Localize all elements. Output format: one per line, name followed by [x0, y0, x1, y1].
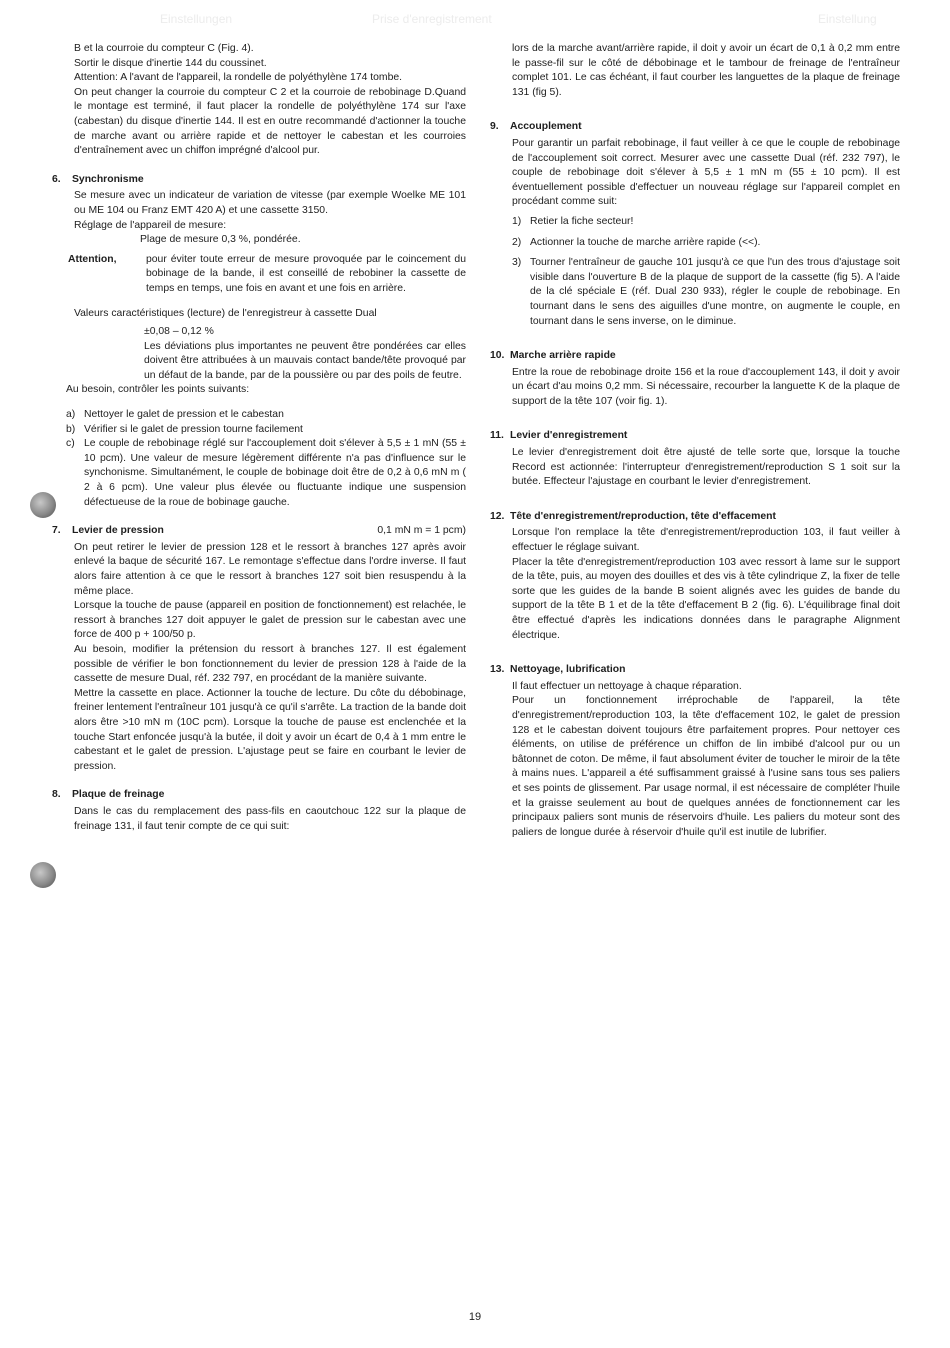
section-heading-6 — [52, 173, 466, 188]
section-title: Synchronisme — [72, 173, 144, 185]
paragraph: Au besoin, modifier la prétension du ressort à branches 127. Il est également possible de vérifier le bon fonctionnement du levier de pression 128 à l'aide de la cassette de mesure Dual, réf. 232 797, en procédant de la manière suivante. — [74, 643, 466, 685]
section-number: 7. — [52, 525, 61, 537]
intro-line: B et la courroie du compteur C (Fig. 4). — [74, 43, 254, 54]
left-column — [52, 42, 466, 834]
header-ghost-left: Einstellungen — [160, 12, 233, 26]
list-item: b) Vérifier si le galet de pression tourne facilement — [66, 423, 303, 435]
paragraph: Placer la tête d'enregistrement/reproduction 103 avec ressort à lame sur le support de la tête, puis, au moyen des douilles et des vis à tête cylindrique Z, la fixer de telle sorte que les guides de la bande B soient alignés avec les guides de bande du support de la tête B 1 et de la tête d'effacement B 2 (fig. 6). L'équilibrage final doit être effectué d'après les indications données dans le paragraphe Alignment électrique. — [512, 556, 900, 641]
page-number: 19 — [468, 1311, 482, 1323]
paragraph: Entre la roue de rebobinage droite 156 et la roue d'accouplement 143, il doit y avoir un écart d'au moins 0,2 mm. Si nécessaire, recourber la languette K de la plaque de support de la tête 107 (voir fig. 1). — [512, 366, 900, 407]
paragraph: Se mesure avec un indicateur de variation de vitesse (par exemple Woelke ME 101 ou ME 104 ou Franz EMT 420 A) et une cassette 3150. — [74, 190, 466, 216]
section-number: 9. — [490, 121, 499, 133]
header-ghost-center: Prise d'enregistrement — [372, 12, 492, 26]
section-6-values — [52, 307, 466, 322]
punch-hole-bottom — [30, 862, 56, 888]
paragraph: Mettre la cassette en place. Actionner la touche de lecture. Du côte du débobinage, freiner lentement l'entraîneur 101 jusqu'à ce qu'il s'arrête. La traction de la bande doit alors être >10 mN m (10C pcm). Lorsque la touche de pause est enclenchée et la touche Start enfoncée jusqu'à la butée, il doit y avoir un écart de 0,4 à 1 mm entre le cabestant et le galet de pression. L'ajustage peut se faire en courbant le levier de pression. — [74, 687, 466, 772]
deviation-note: Les déviations plus importantes ne peuvent être pondérées car elles doivent être attribuées à un mauvais contact bande/tête provoqué par un défaut de la bande, par de la poussière ou par des poils de feutre. — [144, 340, 466, 381]
right-column — [490, 42, 900, 840]
section-number: 10. — [490, 350, 505, 362]
unit-note: 0,1 mN m = 1 pcm) — [377, 525, 466, 537]
section-heading-11 — [490, 429, 900, 444]
paragraph: Le levier d'enregistrement doit être ajusté de telle sorte que, lorsque la touche Record est actionnée: l'interrupteur d'enregistrement/reproduction S 1 soit sur la butée. Effecteur l'ajustage en courbant le levier d'enregistrement. — [512, 447, 900, 488]
attention-label: Attention, — [68, 253, 117, 265]
paragraph: Pour un fonctionnement irréprochable de l'appareil, la tête d'enregistrement/reproduction 103, la tête d'effacement 102, le galet de pression 128 et le cabestan doivent toujours être parfaitement propres. Pour nettoyer ces éléments, on utilise de préférence un chiffon de lin imbibé d'alcool pur ou un bâtonnet de coton. De même, il faut absolument éviter de toucher le miroir de la tête à mains nues. L'appareil a été suffisamment graissé à l'usine sans tous ses paliers et ses points de glissement. Par usage normal, il est nécessaire de compléter l'huile et la graisse seulement au bout de quelques années de fonctionnement car les principaux paliers sont munis de réservoirs d'huile. Les paliers du moteur sont des paliers de longue durée à réservoir d'huile qu'il est inutile de lubrifier. — [512, 695, 900, 838]
intro-line: On peut changer la courroie du compteur C 2 et la courroie de rebobinage D.Quand le montage est terminé, il faut placer la rondelle de polyéthylène 174 sur l'axe (cabestan) du disque d'inertie 144. Il est en outre recommandé d'actionner la touche de marche avant ou arrière rapide et de nettoyer le cabestan et les courroies d'entraînement avec un chiffon imprégné d'alcool pur. — [74, 86, 466, 157]
section-number: 11. — [490, 430, 504, 442]
section-title: Levier d'enregistrement — [510, 430, 628, 442]
paragraph: Lorsque la touche de pause (appareil en position de fonctionnement) est relachée, le ressort à branches 127 doit appuyer le galet de pression sur le cabestan avec une force de 400 p + 100/50 p. — [74, 600, 466, 641]
paragraph: Réglage de l'appareil de mesure: — [74, 219, 227, 231]
section-heading-12 — [490, 510, 900, 525]
section-8-body — [52, 805, 466, 834]
section-number: 13. — [490, 664, 505, 676]
paragraph: Au besoin, contrôler les points suivants: — [66, 384, 250, 396]
section-number: 6. — [52, 173, 61, 185]
section-12-body — [490, 526, 900, 643]
attention-text: pour éviter toute erreur de mesure provoquée par le coincement du bobinage de la bande, il est conseillé de rebobiner la cassette de temps en temps, une fois en avant et une fois en arrière. — [146, 253, 466, 294]
section-7-body — [52, 541, 466, 775]
section-title: Nettoyage, lubrification — [510, 664, 626, 676]
section-title: Marche arrière rapide — [510, 350, 616, 362]
header-ghost-right: Einstellung — [818, 12, 877, 26]
intro-line: Attention: A l'avant de l'appareil, la rondelle de polyéthylène 174 tombe. — [74, 72, 403, 84]
section-number: 12. — [490, 510, 505, 522]
paragraph: Valeurs caractéristiques (lecture) de l'enregistreur à cassette Dual — [74, 307, 377, 319]
section-number: 8. — [52, 789, 61, 801]
section-9-body — [490, 137, 900, 329]
intro-line: Sortir le disque d'inertie 144 du coussinet. — [74, 57, 267, 69]
section-heading-9 — [490, 120, 900, 135]
section-heading-8 — [52, 788, 466, 803]
section-heading-7 — [52, 524, 466, 539]
attention-note — [52, 253, 466, 297]
paragraph: Il faut effectuer un nettoyage à chaque réparation. — [512, 680, 742, 692]
continuation-block — [490, 42, 900, 100]
value-range: ±0,08 – 0,12 % — [144, 326, 214, 338]
section-10-body — [490, 366, 900, 410]
paragraph: On peut retirer le levier de pression 128 et le ressort à branches 127 après avoir enlevé la baque de sécurité 167. Le remontage s'effectue dans l'ordre inverse. Il faut alors faire attention à ce que le ressort à branches 127 soit bien resuspendu à la même place. — [74, 541, 466, 597]
paragraph: Dans le cas du remplacement des pass-fils en caoutchouc 122 sur la plaque de freinage 131, il faut tenir compte de ce qui suit: — [74, 805, 466, 832]
list-item: a) Nettoyer le galet de pression et le cabestan — [66, 409, 284, 421]
list-item: 2) Actionner la touche de marche arrière rapide (<<). — [512, 236, 761, 248]
paragraph: lors de la marche avant/arrière rapide, il doit y avoir un écart de 0,1 à 0,2 mm entre le passe-fil sur le côté de débobinage et le tambour de freinage de l'entraîneur complet 101. Le cas échéant, il faut courber les languettes de la plaque de freinage 131 (fig 5). — [512, 43, 900, 98]
section-title: Accouplement — [510, 121, 582, 133]
header-ghost — [0, 12, 950, 32]
paragraph: Plage de mesure 0,3 %, pondérée. — [140, 234, 301, 246]
intro-block — [52, 42, 466, 159]
section-11-body — [490, 446, 900, 490]
section-title: Levier de pression — [72, 525, 164, 537]
list-item: 1) Retier la fiche secteur! — [512, 215, 634, 227]
section-heading-10 — [490, 349, 900, 364]
paragraph: Pour garantir un parfait rebobinage, il faut veiller à ce que le couple de rebobinage de l'accouplement soit correct. Mesurer avec une cassette Dual (réf. 232 797), le couple de rebobinage doit s'élever à 5,5 ± 1 mN m (55 ± 10 pcm). Il est éventuellement possible d'effectuer un nouveau réglage sur l'appareil complet en procédant comme suit: — [512, 137, 900, 208]
section-title: Plaque de freinage — [72, 789, 165, 801]
section-heading-13 — [490, 663, 900, 678]
section-13-body — [490, 680, 900, 841]
list-item: c) Le couple de rebobinage réglé sur l'accouplement doit s'élever à 5,5 ± 1 mN (55 ± 10 pcm). Une valeur de mesure légèrement différente n'a pas d'influence sur le synchonisme. Simultanément, le couple de bobinage doit être de 0,2 à 0,6 mN m ( 2 à 6 pcm). Une valeur plus élevée ou fluctuante indique une suspension défectueuse de la roue de bobinage gauche. — [66, 438, 466, 508]
section-title: Tête d'enregistrement/reproduction, tête d'effacement — [510, 510, 776, 522]
paragraph: Lorsque l'on remplace la tête d'enregistrement/reproduction 103, il faut veiller à effectuer le réglage suivant. — [512, 527, 900, 554]
list-item: 3) Tourner l'entraîneur de gauche 101 jusqu'à ce que l'un des trous d'ajustage soit visible dans l'ouverture B de la plaque de support de la cassette (fig 5). A l'aide de la clé spéciale E (réf. Dual 230 933), régler le couple de rebobinage. En tournant dans le sens des aiguilles d'une montre, on augmente le couple, en tournant dans le sens inverse, on le diminue. — [512, 257, 900, 327]
section-6-body — [52, 189, 466, 247]
check-list — [52, 408, 466, 510]
